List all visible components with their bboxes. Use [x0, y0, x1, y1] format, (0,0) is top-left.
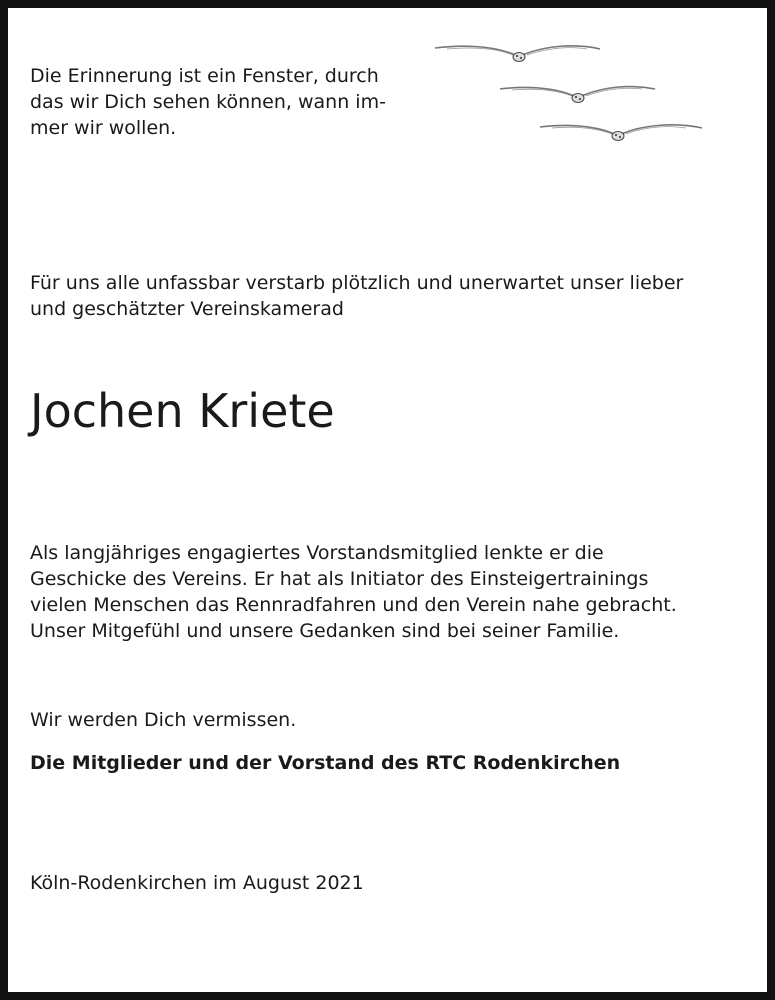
- quote-line: mer wir wollen.: [30, 117, 177, 139]
- tribute-paragraph: [30, 540, 677, 644]
- flying-birds-icon: [430, 35, 715, 150]
- tribute-line: Als langjähriges engagiertes Vorstandsmitglied lenkte er die: [30, 542, 604, 564]
- deceased-name: Jochen Kriete: [30, 384, 335, 438]
- tribute-line: vielen Menschen das Rennradfahren und den Verein nahe gebracht.: [30, 594, 677, 616]
- bird-icon: [540, 125, 702, 141]
- death-announcement: [30, 270, 683, 322]
- quote-line: Die Erinnerung ist ein Fenster, durch: [30, 65, 379, 87]
- memorial-quote: [30, 63, 386, 141]
- bird-icon: [435, 46, 600, 62]
- announcement-line: Für uns alle unfassbar verstarb plötzlich und unerwartet unser lieber: [30, 272, 684, 294]
- closing-line: Wir werden Dich vermissen.: [30, 709, 297, 731]
- tribute-line: Unser Mitgefühl und unsere Gedanken sind bei seiner Familie.: [30, 620, 620, 642]
- place-date: Köln-Rodenkirchen im August 2021: [30, 872, 364, 894]
- tribute-line: Geschicke des Vereins. Er hat als Initiator des Einsteigertrainings: [30, 568, 649, 590]
- bird-icon: [500, 87, 655, 103]
- signature: Die Mitglieder und der Vorstand des RTC Rodenkirchen: [30, 752, 621, 774]
- announcement-line: und geschätzter Vereinskamerad: [30, 298, 344, 320]
- quote-line: das wir Dich sehen können, wann im-: [30, 91, 386, 113]
